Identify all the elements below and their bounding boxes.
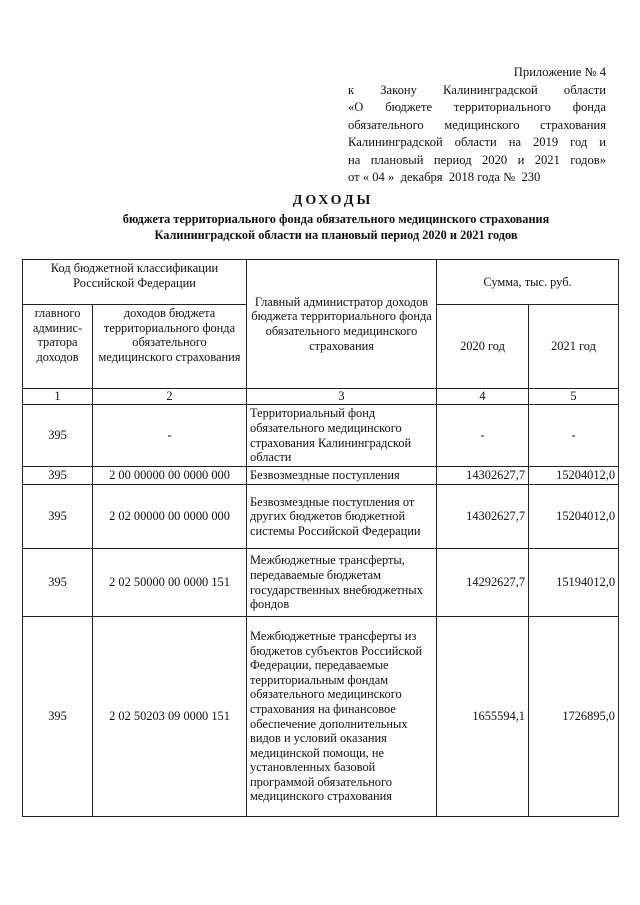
appendix-block [348,64,606,187]
appendix-line: «О бюджете территориального фонда [348,100,606,114]
cell-2021: 15204012,0 [529,467,619,485]
header-code-group: Код бюджетной классификации Российской Федерации [23,260,247,305]
table-row [23,405,619,467]
table-row [23,485,619,549]
cell-admin: 395 [23,549,93,617]
cell-admin: 395 [23,405,93,467]
cell-2020: - [437,405,529,467]
cell-2021: 15204012,0 [529,485,619,549]
revenue-table [22,259,619,817]
table-row [23,467,619,485]
cell-code: 2 00 00000 00 0000 000 [93,467,247,485]
cell-name: Безвозмездные поступления [247,467,437,485]
column-number: 3 [247,389,437,405]
appendix-line: Приложение № 4 [513,65,606,79]
cell-code: - [93,405,247,467]
cell-2021: - [529,405,619,467]
column-number: 5 [529,389,619,405]
cell-code: 2 02 00000 00 0000 000 [93,485,247,549]
cell-admin: 395 [23,467,93,485]
subtitle-line-2: Калининградской области на плановый период 2020 и 2021 годов [154,228,518,242]
cell-2020: 1655594,1 [437,617,529,817]
cell-admin: 395 [23,617,93,817]
appendix-line: на плановый период 2020 и 2021 годов» [348,152,606,167]
cell-code: 2 02 50203 09 0000 151 [93,617,247,817]
header-revenue-code: доходов бюджета территориального фонда обязательного медицинского страхования [93,305,247,389]
header-administrator: Главный администратор доходов бюджета территориального фонда обязательного медицинского страхования [247,260,437,389]
document-title: ДОХОДЫ [292,193,374,208]
column-number: 2 [93,389,247,405]
cell-2020: 14292627,7 [437,549,529,617]
cell-code: 2 02 50000 00 0000 151 [93,549,247,617]
appendix-line: от « 04 » декабря 2018 года № 230 [348,170,541,184]
header-chief-admin: главного админис-тратора доходов [23,305,93,389]
cell-name: Межбюджетные трансферты, передаваемые бюджетам государственных внебюджетных фондов [247,549,437,617]
column-number: 1 [23,389,93,405]
cell-name: Безвозмездные поступления от других бюджетов бюджетной системы Российской Федерации [247,485,437,549]
cell-name: Территориальный фонд обязательного медицинского страхования Калининградской области [247,405,437,467]
column-number: 4 [437,389,529,405]
header-year-2020: 2020 год [437,305,529,389]
header-year-2021: 2021 год [529,305,619,389]
cell-2021: 15194012,0 [529,549,619,617]
cell-2021: 1726895,0 [529,617,619,817]
table-row [23,617,619,817]
appendix-line: к Закону Калининградской области [348,82,606,97]
cell-2020: 14302627,7 [437,467,529,485]
cell-2020: 14302627,7 [437,485,529,549]
header-sum-group: Сумма, тыс. руб. [437,260,619,305]
table-row [23,549,619,617]
appendix-line: обязательного медицинского страхования [348,117,606,132]
cell-admin: 395 [23,485,93,549]
document-subtitle [60,211,612,243]
cell-name: Межбюджетные трансферты из бюджетов субъектов Российской Федерации, передаваемые территориальным фондам обязательного медицинского страхования на финансовое обеспечение дополнительных видов и условий оказания медицинской помощи, не установленных базовой программой обязательного медицинского страхования [247,617,437,817]
subtitle-line-1: бюджета территориального фонда обязательного медицинского страхования [122,212,550,226]
appendix-line: Калининградской области на 2019 год и [348,135,606,149]
